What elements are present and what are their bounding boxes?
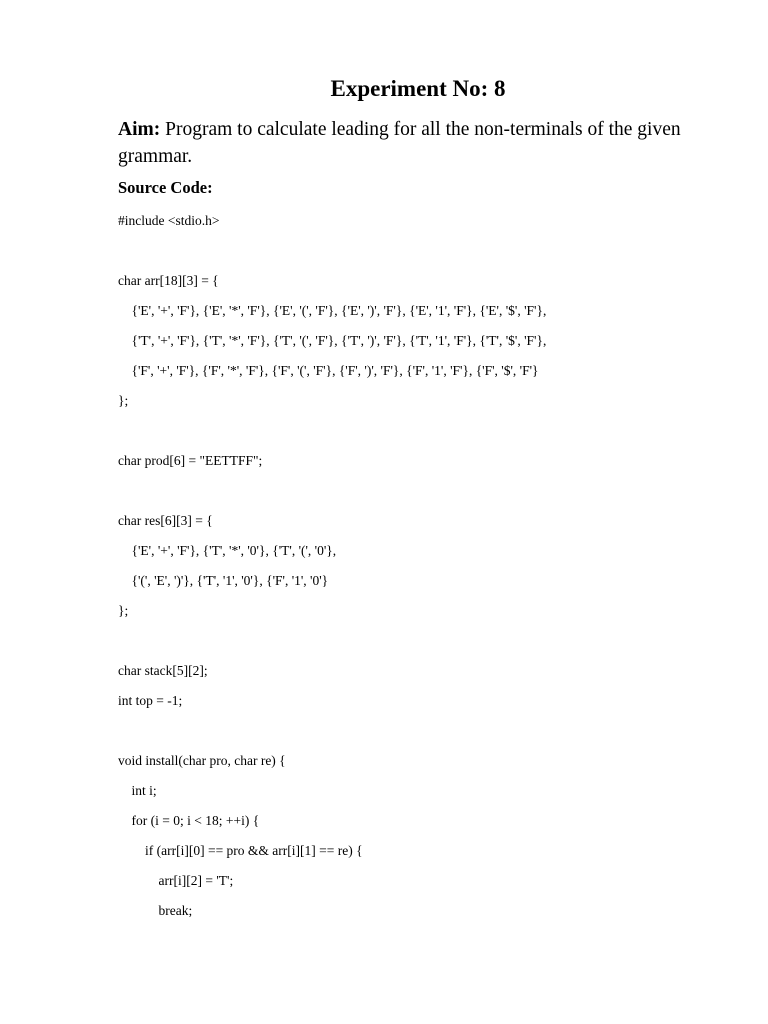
code-line bbox=[118, 626, 738, 656]
code-line bbox=[118, 416, 738, 446]
source-code-block bbox=[118, 206, 738, 926]
code-line: arr[i][2] = 'T'; bbox=[118, 873, 234, 888]
code-line: {'F', '+', 'F'}, {'F', '*', 'F'}, {'F', '(', 'F'}, {'F', ')', 'F'}, {'F', '1', 'F'}, {'F', '$', 'F'} bbox=[118, 363, 539, 378]
code-line: int top = -1; bbox=[118, 693, 183, 708]
code-line bbox=[118, 236, 738, 266]
code-line bbox=[118, 476, 738, 506]
code-line: #include <stdio.h> bbox=[118, 213, 220, 228]
code-line: char prod[6] = "EETTFF"; bbox=[118, 453, 263, 468]
code-line: break; bbox=[118, 903, 193, 918]
code-line: }; bbox=[118, 393, 129, 408]
code-line bbox=[118, 716, 738, 746]
code-line: for (i = 0; i < 18; ++i) { bbox=[118, 813, 260, 828]
aim-paragraph bbox=[118, 116, 698, 170]
code-line: {'(', 'E', ')'}, {'T', '1', '0'}, {'F', '1', '0'} bbox=[118, 573, 329, 588]
code-line: char stack[5][2]; bbox=[118, 663, 208, 678]
aim-text: Program to calculate leading for all the non-terminals of the given grammar. bbox=[118, 119, 681, 167]
code-line: void install(char pro, char re) { bbox=[118, 753, 286, 768]
page-title: Experiment No: 8 bbox=[330, 76, 506, 101]
code-line: {'E', '+', 'F'}, {'E', '*', 'F'}, {'E', '(', 'F'}, {'E', ')', 'F'}, {'E', '1', 'F'}, {'E', '$', 'F'}, bbox=[118, 303, 547, 318]
code-line: {'T', '+', 'F'}, {'T', '*', 'F'}, {'T', '(', 'F'}, {'T', ')', 'F'}, {'T', '1', 'F'}, {'T', '$', 'F'}, bbox=[118, 333, 547, 348]
code-line: }; bbox=[118, 603, 129, 618]
code-line: if (arr[i][0] == pro && arr[i][1] == re) { bbox=[118, 843, 363, 858]
source-code-heading: Source Code: bbox=[118, 178, 213, 197]
aim-label: Aim: bbox=[118, 119, 161, 140]
code-line: char res[6][3] = { bbox=[118, 513, 213, 528]
code-line: int i; bbox=[118, 783, 157, 798]
code-line: {'E', '+', 'F'}, {'T', '*', '0'}, {'T', '(', '0'}, bbox=[118, 543, 337, 558]
code-line: char arr[18][3] = { bbox=[118, 273, 219, 288]
